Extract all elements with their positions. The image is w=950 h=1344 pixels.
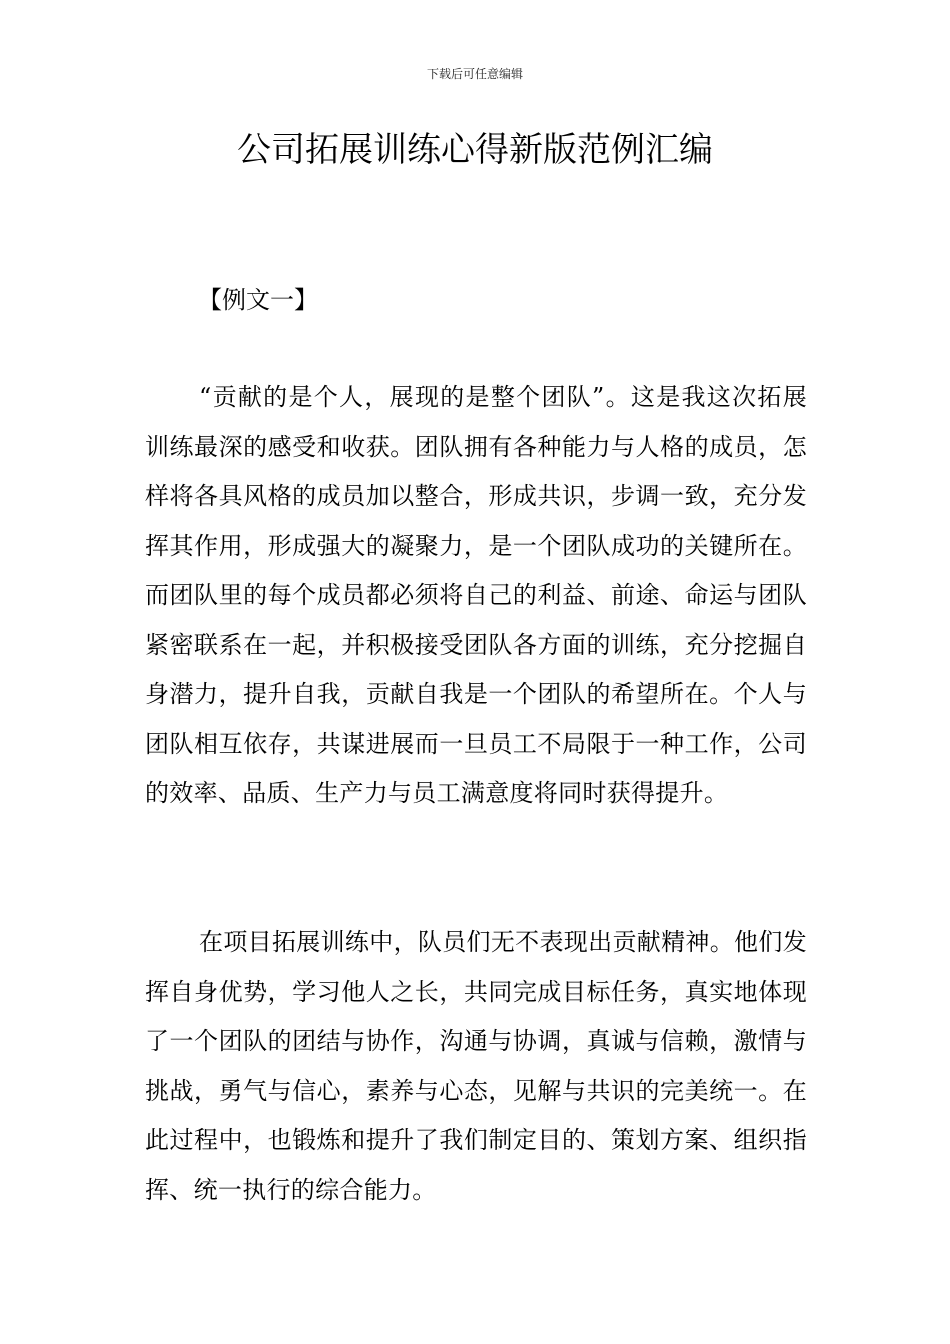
header-note: 下载后可任意编辑	[426, 67, 523, 81]
body-paragraph-2: 在项目拓展训练中，队员们无不表现出贡献精神。他们发挥自身优势，学习他人之长，共同完成目标任务，真实地体现了一个团队的团结与协作，沟通与协调，真诚与信赖，激情与挑战，勇气与信心，素养与心态，见解与共识的完美统一。在此过程中，也锻炼和提升了我们制定目的、策划方案、组织指挥、统一执行的综合能力。	[145, 928, 807, 1204]
document-title: 公司拓展训练心得新版范例汇编	[237, 130, 713, 170]
body-paragraph-1: “贡献的是个人，展现的是整个团队”。这是我这次拓展训练最深的感受和收获。团队拥有各种能力与人格的成员，怎样将各具风格的成员加以整合，形成共识，步调一致，充分发挥其作用，形成强大的凝聚力，是一个团队成功的关键所在。而团队里的每个成员都必须将自己的利益、前途、命运与团队紧密联系在一起，并积极接受团队各方面的训练，充分挖掘自身潜力，提升自我，贡献自我是一个团队的希望所在。个人与团队相互依存，共谋进展而一旦员工不局限于一种工作，公司的效率、品质、生产力与员工满意度将同时获得提升。	[145, 383, 807, 807]
section-label: 【例文一】	[198, 286, 318, 314]
